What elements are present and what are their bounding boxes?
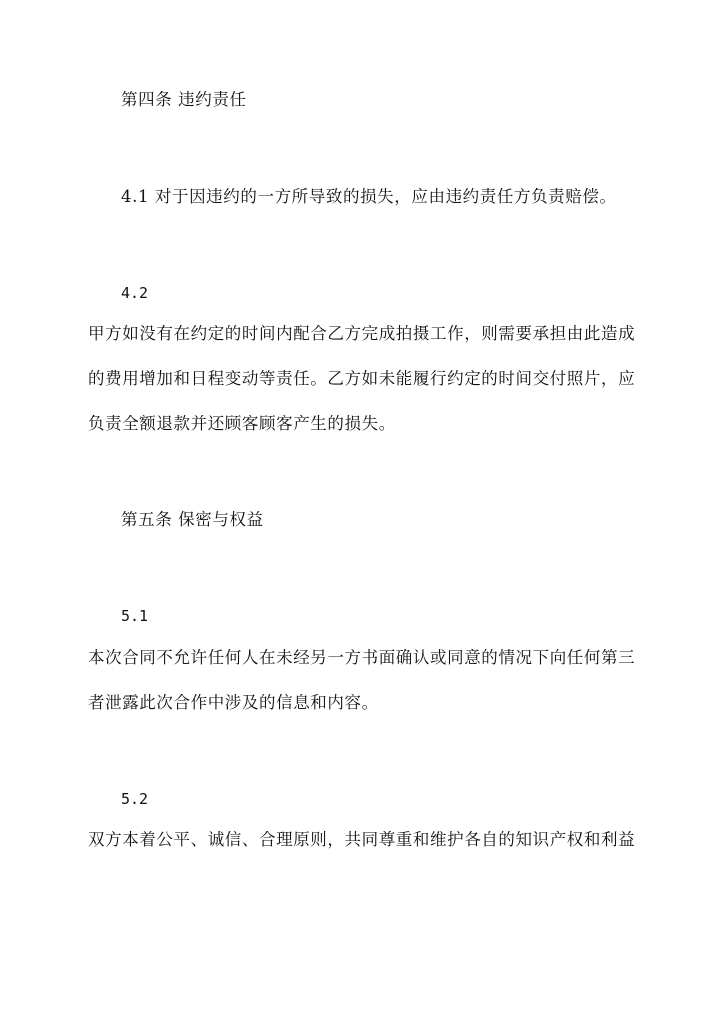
clause-4-2-line-3: 负责全额退款并还顾客顾客产生的损失。: [88, 414, 396, 433]
clause-5-2-line-1: 双方本着公平、诚信、合理原则，共同尊重和维护各自的知识产权和利益: [88, 830, 636, 849]
clause-5-1-number: 5.1: [121, 607, 149, 625]
clause-4-2-number: 4.2: [121, 284, 149, 302]
article-4-heading: 第四条 违约责任: [121, 90, 247, 109]
clause-4-2-line-1: 甲方如没有在约定的时间内配合乙方完成拍摄工作，则需要承担由此造成: [88, 324, 636, 343]
article-5-heading: 第五条 保密与权益: [121, 510, 264, 529]
clause-5-1-line-1: 本次合同不允许任何人在未经另一方书面确认或同意的情况下向任何第三: [88, 648, 636, 667]
clause-4-1: 4.1 对于因违约的一方所导致的损失，应由违约责任方负责赔偿。: [121, 187, 617, 206]
clause-4-2-line-2: 的费用增加和日程变动等责任。乙方如未能履行约定的时间交付照片，应: [88, 369, 636, 388]
clause-5-1-line-2: 者泄露此次合作中涉及的信息和内容。: [88, 693, 379, 712]
clause-5-2-number: 5.2: [121, 790, 149, 808]
